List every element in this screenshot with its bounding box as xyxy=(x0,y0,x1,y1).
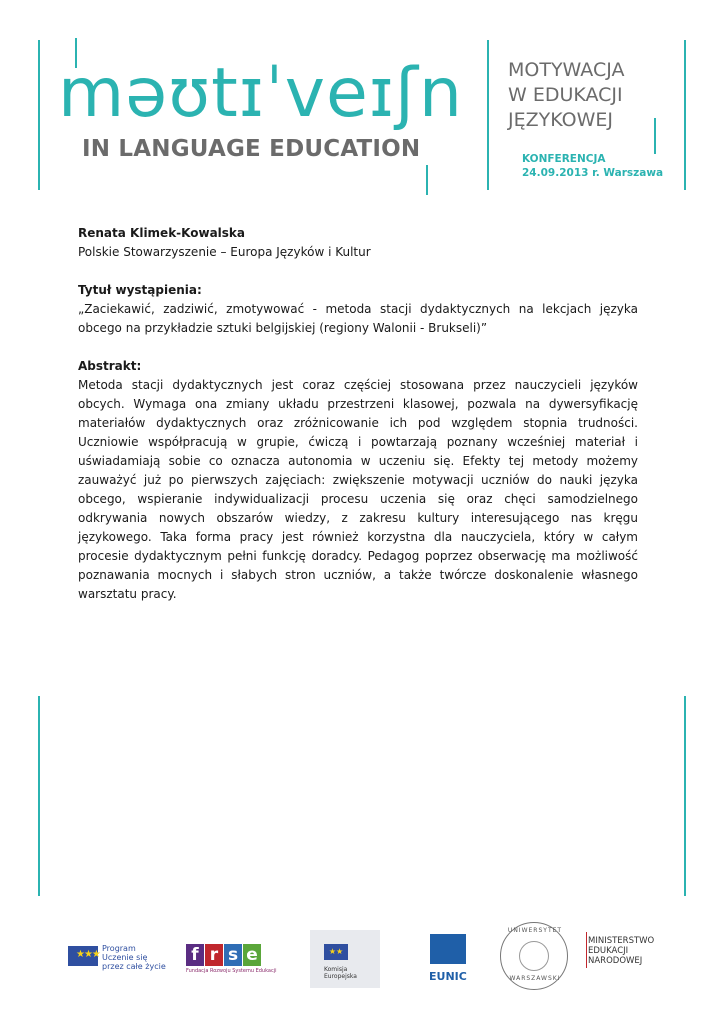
frse-logo xyxy=(186,944,268,966)
european-commission-logo xyxy=(310,930,380,988)
ec-caption xyxy=(324,966,357,980)
conference-info xyxy=(522,152,663,180)
eunic-emblem-icon xyxy=(430,934,466,964)
decor-line xyxy=(684,40,686,190)
conference-date: 24.09.2013 r. Warszawa xyxy=(522,167,664,179)
men-line: EDUKACJI xyxy=(588,946,629,956)
author-affiliation: Polskie Stowarzyszenie – Europa Języków i Kultur xyxy=(78,245,371,259)
decor-line xyxy=(426,165,428,195)
conference-title-line: JĘZYKOWEJ xyxy=(508,109,614,131)
abstract-body: Metoda stacji dydaktycznych jest coraz częściej stosowana przez nauczycieli języków obcych. Wymaga ona zmiany układu przestrzeni klasowej, pozwala na dywersyfikację materiałów dydaktycznych oraz zróżnicowanie ich pod względem stopnia trudności. Uczniowie współpracują w grupie, ćwiczą i powtarzają poznany wcześniej materiał i uświadamiają sobie co oznacza autonomia w uczeniu się. Efekty tej metody możemy zauważyć już po pierwszych zajęciach: zwiększenie motywacji uczniów do nauki języka obcego, wspieranie indywidualizacji procesu uczenia się oraz chęci samodzielnego odkrywania nowych obszarów wiedzy, z zakresu kultury interesującego nas kręgu językowego. Taka forma pracy jest również korzystna dla nauczyciela, który w całym procesie dydaktycznym pełni funkcję doradcy. Pedagog poprzez obserwację ma możliwość poznawania mocnych i słabych stron uczniów, a także twórcze doskonalenie własnego warsztatu pracy. xyxy=(78,378,638,601)
abstract-heading: Abstrakt: xyxy=(78,359,142,373)
talk-heading: Tytuł wystąpienia: xyxy=(78,283,202,297)
conference-title-line: W EDUKACJI xyxy=(508,84,623,106)
frse-caption: Fundacja Rozwoju Systemu Edukacji xyxy=(186,968,277,974)
ministry-education-logo xyxy=(588,936,654,966)
conference-title xyxy=(508,58,625,133)
uw-seal-bottom: WARSZAWSKI xyxy=(509,975,561,982)
talk-title: „Zaciekawić, zadziwić, zmotywować - metoda stacji dydaktycznych na lekcjach języka obcego na przykładzie sztuki belgijskiej (regiony Walonii - Brukseli)” xyxy=(78,302,638,335)
men-divider xyxy=(586,932,587,968)
decor-line xyxy=(38,696,40,896)
conference-title-line: MOTYWACJA xyxy=(508,59,625,81)
men-line: NARODOWEJ xyxy=(588,956,643,966)
ec-caption-line: Europejska xyxy=(324,973,357,980)
decor-line xyxy=(487,40,489,190)
ec-caption-line: Komisja xyxy=(324,966,348,973)
uw-seal-top: UNIWERSYTET xyxy=(507,927,563,934)
conference-label: KONFERENCJA xyxy=(522,153,606,165)
eu-flag-icon: ★★ xyxy=(324,944,348,960)
men-line: MINISTERSTWO xyxy=(588,936,655,946)
frse-letter: s xyxy=(224,944,242,966)
frse-letter: f xyxy=(186,944,204,966)
document-body xyxy=(78,224,638,604)
decor-line xyxy=(38,40,40,190)
logo-subtitle: IN LANGUAGE EDUCATION xyxy=(82,136,421,162)
eagle-icon xyxy=(519,941,549,971)
author-name: Renata Klimek-Kowalska xyxy=(78,226,246,240)
university-warsaw-seal xyxy=(500,922,568,990)
lifelong-learning-logo xyxy=(102,944,166,971)
frse-letter: e xyxy=(243,944,261,966)
decor-line xyxy=(684,696,686,896)
program-line: Uczenie się xyxy=(102,953,148,962)
frse-letter: r xyxy=(205,944,223,966)
program-line: przez całe życie xyxy=(102,962,166,971)
program-line: Program xyxy=(102,944,136,953)
motivation-logo: məʊtɪˈveɪʃn xyxy=(58,54,463,133)
eunic-logo-text: EUNIC xyxy=(429,970,467,983)
eu-flag-icon: ★★★ xyxy=(68,946,98,966)
decor-line xyxy=(654,118,656,154)
